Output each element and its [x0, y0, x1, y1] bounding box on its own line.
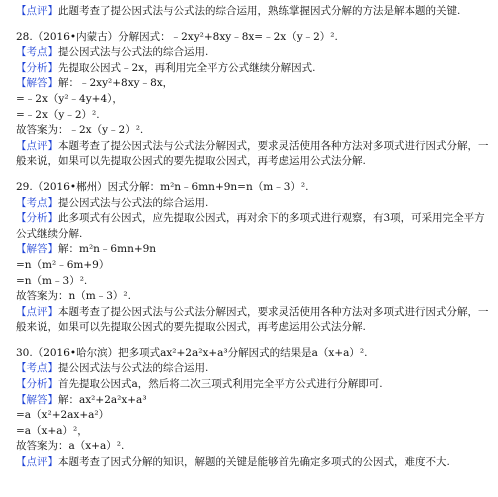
comment	[16, 305, 490, 336]
comment-text: 本题考查了提公因式法与公式法分解因式，要求灵活使用各种方法对多项式进行因式分解，一般来说，如果可以先提取公因式的要先提取公因式，再考虑运用公式法分解.	[16, 139, 489, 168]
solution-text: 解：ax²+2a²x+a³	[58, 393, 147, 406]
comment-tag: 【点评】	[16, 456, 58, 469]
answer: 故答案为：﹣2x（y﹣2）².	[16, 124, 144, 137]
key-point-tag: 【考点】	[16, 362, 58, 375]
question-29	[16, 180, 490, 336]
solution	[16, 242, 490, 258]
solution-step: =a（x+a）²，	[16, 424, 88, 437]
comment-tag: 【点评】	[16, 305, 58, 318]
analysis-text: 首先提取公因式a，然后将二次三项式利用完全平方公式进行分解即可.	[58, 378, 383, 391]
solution-step: =a（x²+2ax+a²）	[16, 409, 110, 422]
key-point-text: 提公因式法与公式法的综合运用.	[58, 362, 209, 375]
solution-text: 解：﹣2xy²+8xy﹣8x，	[58, 77, 174, 90]
analysis-text: 先提取公因式﹣2x，再利用完全平方公式继续分解因式.	[58, 61, 316, 74]
top-comment	[16, 4, 490, 20]
answer: 故答案为：n（m﹣3）².	[16, 290, 131, 303]
solution-step: =n（m﹣3）².	[16, 274, 88, 287]
solution-step: =n（m²﹣6m+9）	[16, 258, 110, 271]
solution-step: =﹣2x（y﹣2）².	[16, 108, 100, 121]
comment-text: 本题考查了因式分解的知识，解题的关键是能够首先确定多项式的公因式，难度不大.	[58, 456, 450, 469]
analysis	[16, 211, 490, 242]
key-point-tag: 【考点】	[16, 196, 58, 209]
question-28	[16, 30, 490, 170]
solution-text: 解：m²n﹣6mn+9n	[58, 243, 157, 256]
key-point	[16, 361, 490, 377]
question-title: 30.（2016•哈尔滨）把多项式ax²+2a²x+a³分解因式的结果是a（x+a）².	[16, 346, 368, 359]
key-point	[16, 196, 490, 212]
comment	[16, 139, 490, 170]
comment-tag: 【点评】	[16, 139, 58, 152]
solution-tag: 【解答】	[16, 77, 58, 90]
analysis-text: 此多项式有公因式，应先提取公因式，再对余下的多项式进行观察，有3项，可采用完全平方公式继续分解.	[16, 212, 485, 240]
analysis-tag: 【分析】	[16, 378, 58, 391]
solution	[16, 76, 490, 92]
question-title: 29.（2016•郴州）因式分解：m²n﹣6mn+9n=n（m﹣3）².	[16, 180, 309, 193]
solution-tag: 【解答】	[16, 393, 58, 406]
question-title: 28.（2016•内蒙古）分解因式：﹣2xy²+8xy﹣8x=﹣2x（y﹣2）².	[16, 30, 338, 43]
solution-tag: 【解答】	[16, 243, 58, 256]
analysis-tag: 【分析】	[16, 212, 58, 225]
analysis-tag: 【分析】	[16, 61, 58, 74]
solution	[16, 393, 490, 409]
key-point	[16, 45, 490, 61]
comment-tag: 【点评】	[16, 5, 58, 17]
comment	[16, 455, 490, 471]
analysis	[16, 377, 490, 393]
comment-text: 此题考查了提公因式法与公式法的综合运用，熟练掌握因式分解的方法是解本题的关键.	[58, 5, 461, 17]
comment-text: 本题考查了提公因式法与公式法分解因式，要求灵活使用各种方法对多项式进行因式分解，一般来说，如果可以先提取公因式的要先提取公因式，再考虑运用公式法分解.	[16, 305, 489, 334]
question-30	[16, 346, 490, 471]
answer: 故答案为：a（x+a）².	[16, 440, 125, 453]
key-point-text: 提公因式法与公式法的综合运用.	[58, 196, 209, 209]
analysis	[16, 61, 490, 77]
key-point-text: 提公因式法与公式法的综合运用.	[58, 46, 209, 59]
solution-step: =﹣2x（y²﹣4y+4），	[16, 92, 123, 105]
key-point-tag: 【考点】	[16, 46, 58, 59]
